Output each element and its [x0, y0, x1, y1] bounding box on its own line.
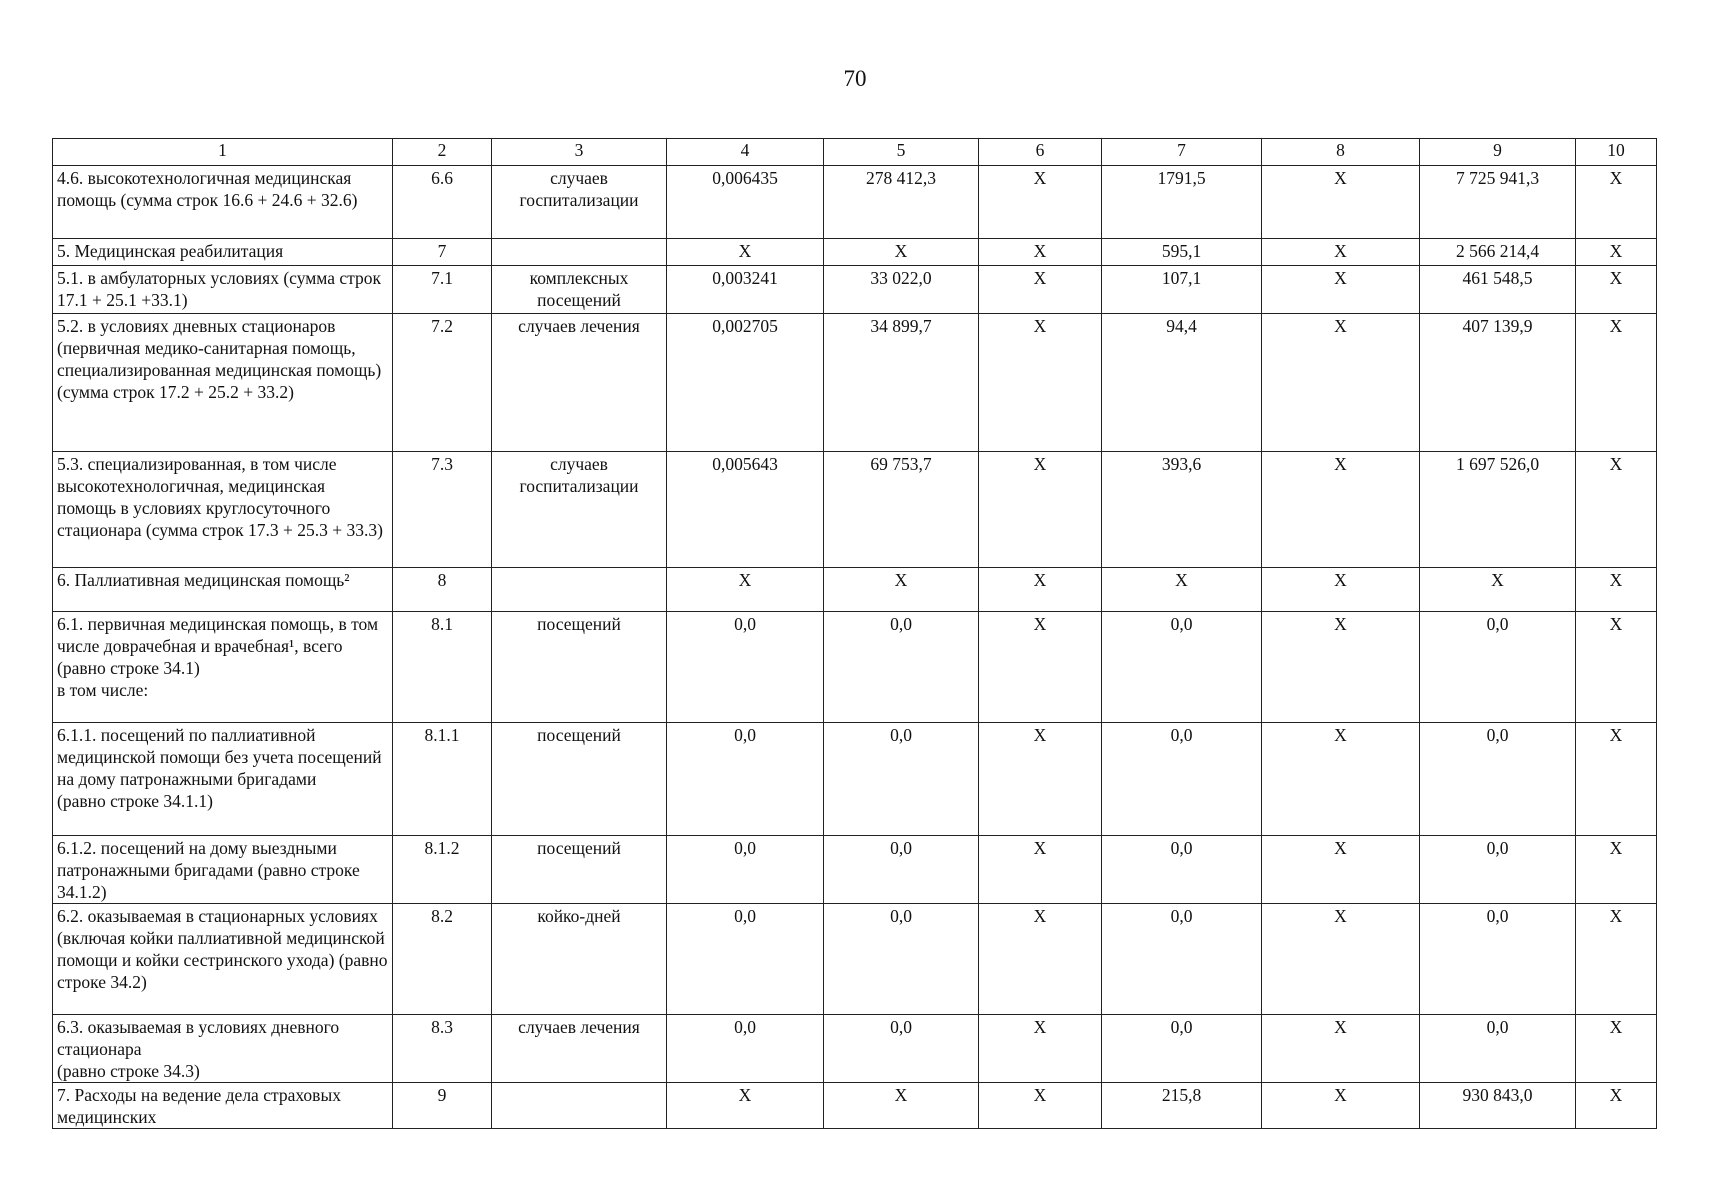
table-row: [53, 612, 1657, 723]
table-body: [53, 166, 1657, 1129]
table-cell: [492, 239, 667, 266]
table-cell: X: [824, 1083, 979, 1129]
table-row: [53, 1083, 1657, 1129]
table-cell: 8: [393, 568, 492, 612]
table-cell: 0,0: [824, 612, 979, 723]
table-cell: 0,0: [824, 904, 979, 1015]
row-label-cell: 6.1. первичная медицинская помощь, в том числе доврачебная и врачебная¹, всего (равно строке 34.1) в том числе:: [53, 612, 393, 723]
column-header: 6: [979, 139, 1102, 166]
table-cell: койко-дней: [492, 904, 667, 1015]
table-cell: X: [1576, 266, 1657, 314]
table-cell: 7.3: [393, 452, 492, 568]
table-cell: 930 843,0: [1420, 1083, 1576, 1129]
table-cell: X: [1262, 1015, 1420, 1083]
table-cell: X: [979, 239, 1102, 266]
table-cell: 0,0: [1420, 836, 1576, 904]
table-row: [53, 266, 1657, 314]
table-cell: 461 548,5: [1420, 266, 1576, 314]
table-cell: X: [1262, 1083, 1420, 1129]
table-cell: X: [1576, 904, 1657, 1015]
table-cell: 0,002705: [667, 314, 824, 452]
table-cell: посещений: [492, 612, 667, 723]
table-cell: 0,0: [824, 1015, 979, 1083]
table-cell: 107,1: [1102, 266, 1262, 314]
table-cell: 0,0: [1102, 723, 1262, 836]
table-cell: 0,0: [667, 612, 824, 723]
column-number-row: [53, 139, 1657, 166]
table-cell: 0,0: [667, 836, 824, 904]
table-cell: 1 697 526,0: [1420, 452, 1576, 568]
table-row: [53, 723, 1657, 836]
column-header: 3: [492, 139, 667, 166]
column-header: 2: [393, 139, 492, 166]
table-cell: 215,8: [1102, 1083, 1262, 1129]
table-cell: 69 753,7: [824, 452, 979, 568]
table-cell: 0,0: [1102, 904, 1262, 1015]
table-cell: X: [979, 166, 1102, 239]
table-cell: X: [1576, 723, 1657, 836]
table-cell: X: [979, 314, 1102, 452]
row-label-cell: 7. Расходы на ведение дела страховых медицинских: [53, 1083, 393, 1129]
table-cell: комплексных посещений: [492, 266, 667, 314]
table-cell: X: [1262, 836, 1420, 904]
column-header: 5: [824, 139, 979, 166]
table-cell: 0,0: [667, 904, 824, 1015]
table-cell: X: [1576, 1083, 1657, 1129]
table-cell: 0,005643: [667, 452, 824, 568]
table-cell: 595,1: [1102, 239, 1262, 266]
table-cell: 393,6: [1102, 452, 1262, 568]
table-cell: X: [979, 1083, 1102, 1129]
column-header: 9: [1420, 139, 1576, 166]
table-cell: X: [979, 612, 1102, 723]
column-header: 7: [1102, 139, 1262, 166]
row-label-cell: 6.2. оказываемая в стационарных условиях (включая койки паллиативной медицинской помощи и койки сестринского ухода) (равно строке 34.2): [53, 904, 393, 1015]
table-cell: случаев госпитализации: [492, 452, 667, 568]
row-label-cell: 6.1.2. посещений на дому выездными патронажными бригадами (равно строке 34.1.2): [53, 836, 393, 904]
table-cell: 0,0: [1102, 1015, 1262, 1083]
table-cell: 0,0: [1420, 612, 1576, 723]
table-cell: [492, 568, 667, 612]
table-cell: случаев лечения: [492, 314, 667, 452]
table-cell: 0,0: [824, 723, 979, 836]
table-row: [53, 239, 1657, 266]
table-cell: 0,006435: [667, 166, 824, 239]
table-cell: 7.1: [393, 266, 492, 314]
table-cell: X: [1262, 239, 1420, 266]
table-row: [53, 904, 1657, 1015]
table-cell: 0,0: [667, 723, 824, 836]
table-cell: 1791,5: [1102, 166, 1262, 239]
table-cell: X: [667, 1083, 824, 1129]
table-cell: 0,0: [1420, 904, 1576, 1015]
row-label-cell: 6.3. оказываемая в условиях дневного стационара (равно строке 34.3): [53, 1015, 393, 1083]
table-cell: X: [824, 239, 979, 266]
column-header: 1: [53, 139, 393, 166]
row-label-cell: 6. Паллиативная медицинская помощь²: [53, 568, 393, 612]
table-cell: 8.1.2: [393, 836, 492, 904]
page-number: 70: [843, 66, 867, 91]
row-label-cell: 4.6. высокотехнологичная медицинская помощь (сумма строк 16.6 + 24.6 + 32.6): [53, 166, 393, 239]
table-cell: X: [979, 568, 1102, 612]
table-cell: X: [1420, 568, 1576, 612]
table-cell: 8.3: [393, 1015, 492, 1083]
table-cell: 0,0: [824, 836, 979, 904]
table-row: [53, 452, 1657, 568]
table-cell: случаев госпитализации: [492, 166, 667, 239]
table-cell: X: [1576, 239, 1657, 266]
table-cell: 8.1.1: [393, 723, 492, 836]
column-header: 4: [667, 139, 824, 166]
table-cell: X: [1262, 904, 1420, 1015]
table-cell: 0,0: [1420, 723, 1576, 836]
table-cell: 33 022,0: [824, 266, 979, 314]
row-label-cell: 5. Медицинская реабилитация: [53, 239, 393, 266]
table-cell: X: [979, 904, 1102, 1015]
table-cell: X: [979, 836, 1102, 904]
table-row: [53, 166, 1657, 239]
table-cell: X: [667, 239, 824, 266]
table-cell: 94,4: [1102, 314, 1262, 452]
table-cell: X: [1102, 568, 1262, 612]
table-cell: X: [667, 568, 824, 612]
table-cell: X: [1576, 836, 1657, 904]
table-cell: 278 412,3: [824, 166, 979, 239]
table-cell: 7: [393, 239, 492, 266]
table-cell: X: [1262, 452, 1420, 568]
table-cell: 34 899,7: [824, 314, 979, 452]
table-cell: 9: [393, 1083, 492, 1129]
table-cell: X: [979, 452, 1102, 568]
table-row: [53, 314, 1657, 452]
table-cell: X: [1576, 1015, 1657, 1083]
table-cell: 0,0: [1420, 1015, 1576, 1083]
table-cell: X: [1262, 314, 1420, 452]
table-cell: X: [1576, 568, 1657, 612]
row-label-cell: 5.3. специализированная, в том числе высокотехнологичная, медицинская помощь в условиях круглосуточного стационара (сумма строк 17.3 + 25.3 + 33.3): [53, 452, 393, 568]
table-cell: 0,0: [1102, 836, 1262, 904]
table-cell: 407 139,9: [1420, 314, 1576, 452]
row-label-cell: 5.1. в амбулаторных условиях (сумма строк 17.1 + 25.1 +33.1): [53, 266, 393, 314]
table-cell: X: [1262, 568, 1420, 612]
table-row: [53, 1015, 1657, 1083]
table-cell: X: [979, 723, 1102, 836]
table-cell: X: [1576, 612, 1657, 723]
table-cell: X: [1576, 452, 1657, 568]
table-cell: 0,0: [667, 1015, 824, 1083]
row-label-cell: 6.1.1. посещений по паллиативной медицинской помощи без учета посещений на дому патронажными бригадами (равно строке 34.1.1): [53, 723, 393, 836]
table-cell: посещений: [492, 723, 667, 836]
table-cell: случаев лечения: [492, 1015, 667, 1083]
table-cell: X: [1576, 314, 1657, 452]
table-cell: X: [1262, 266, 1420, 314]
table-cell: X: [824, 568, 979, 612]
table-cell: 0,0: [1102, 612, 1262, 723]
table-cell: 7 725 941,3: [1420, 166, 1576, 239]
table-cell: X: [979, 1015, 1102, 1083]
table-cell: X: [1262, 723, 1420, 836]
row-label-cell: 5.2. в условиях дневных стационаров (первичная медико-санитарная помощь, специализированная медицинская помощь) (сумма строк 17.2 + 25.2 + 33.2): [53, 314, 393, 452]
table-cell: X: [1576, 166, 1657, 239]
table-cell: 8.1: [393, 612, 492, 723]
table-cell: 6.6: [393, 166, 492, 239]
table-cell: X: [1262, 612, 1420, 723]
data-table: [52, 138, 1657, 1129]
column-header: 10: [1576, 139, 1657, 166]
column-header: 8: [1262, 139, 1420, 166]
table-cell: X: [979, 266, 1102, 314]
table-cell: [492, 1083, 667, 1129]
table-cell: X: [1262, 166, 1420, 239]
table-row: [53, 836, 1657, 904]
table-cell: 2 566 214,4: [1420, 239, 1576, 266]
table-row: [53, 568, 1657, 612]
table-cell: 0,003241: [667, 266, 824, 314]
table-cell: 8.2: [393, 904, 492, 1015]
table-cell: 7.2: [393, 314, 492, 452]
table-cell: посещений: [492, 836, 667, 904]
